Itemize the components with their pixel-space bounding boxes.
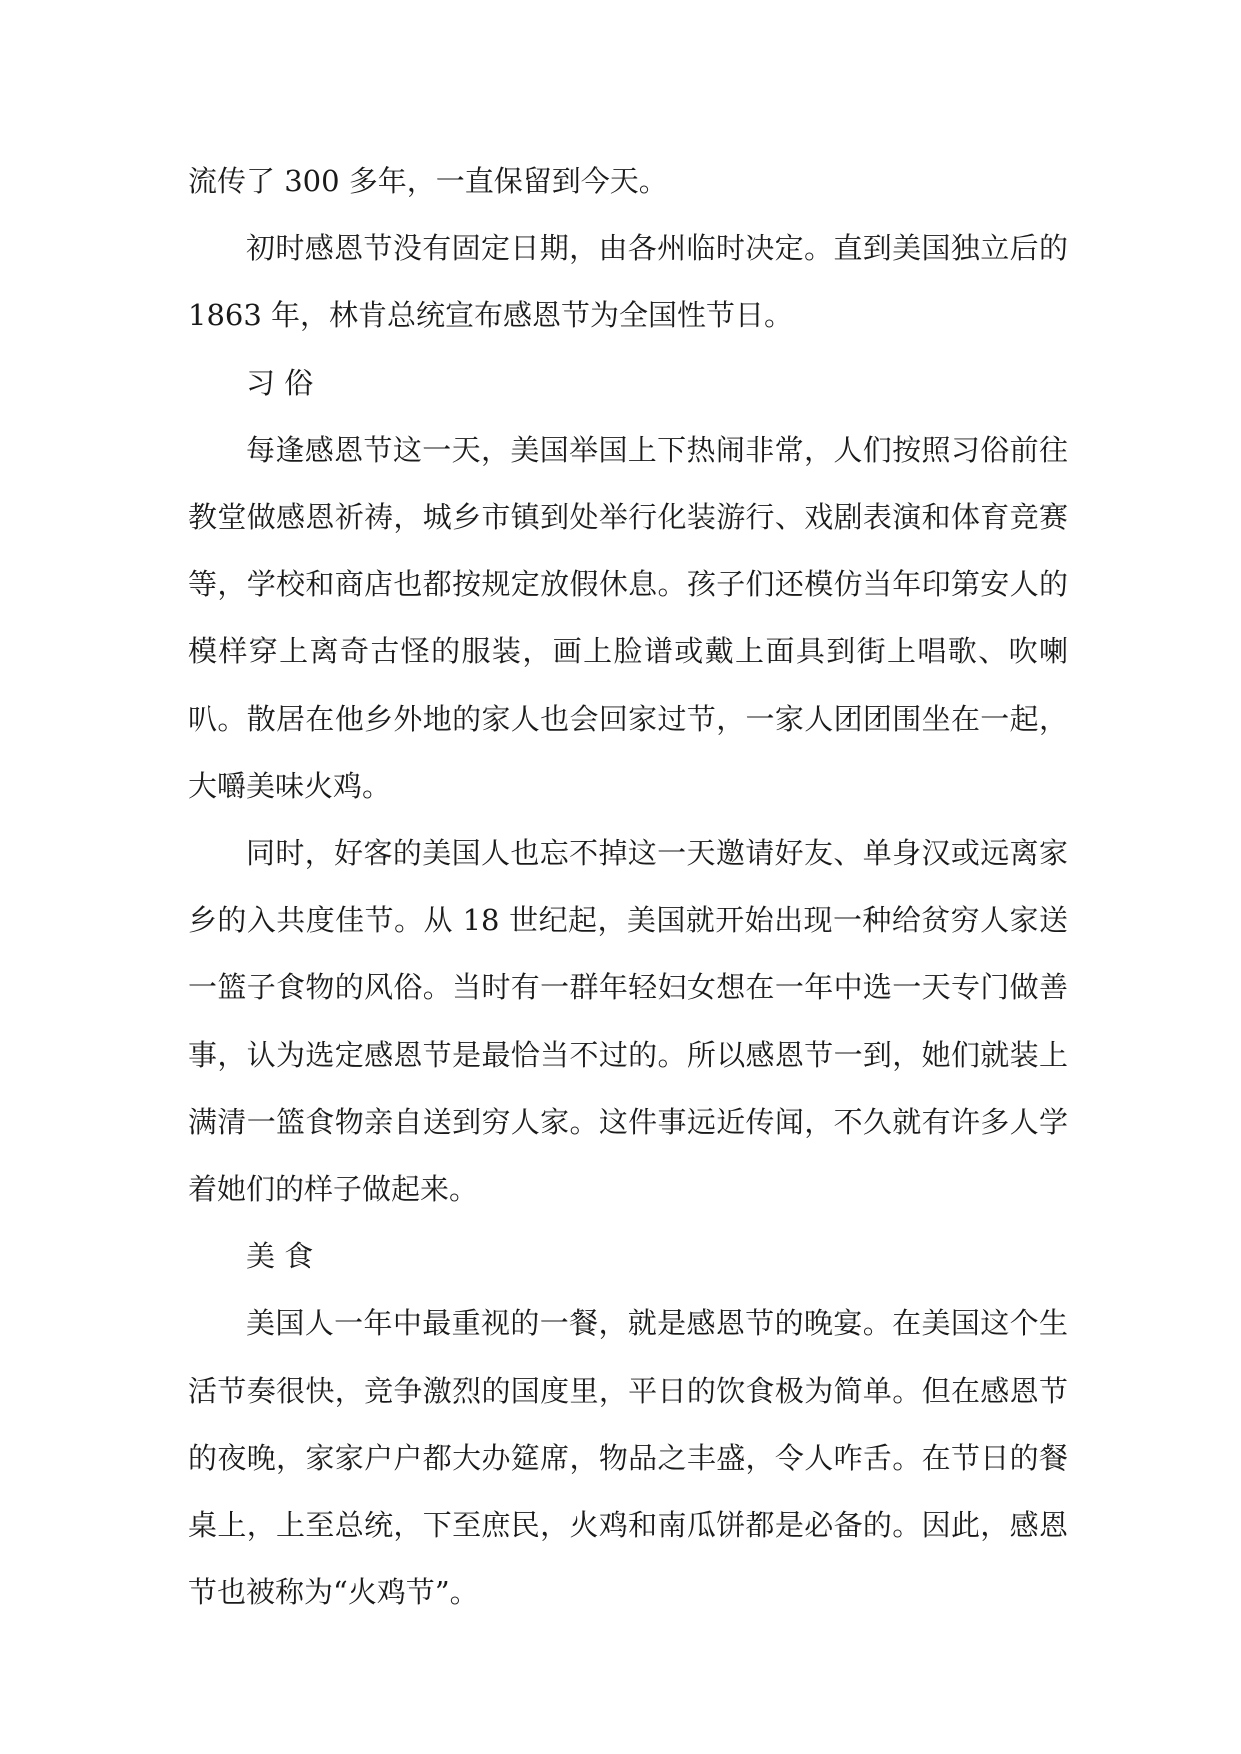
paragraph-food: 美国人一年中最重视的一餐，就是感恩节的晚宴。在美国这个生活节奏很快，竞争激烈的国度里，平日的饮食极为简单。但在感恩节的夜晚，家家户户都大办筵席，物品之丰盛，令人咋舌。在节日的餐桌上，上至总统，下至庶民，火鸡和南瓜饼都是必备的。因此，感恩节也被称为“火鸡节”。 (188, 1306, 1068, 1610)
section-heading-customs: 习 俗 (246, 365, 314, 400)
section-heading-food: 美 食 (246, 1239, 314, 1274)
paragraph-date-history: 初时感恩节没有固定日期，由各州临时决定。直到美国独立后的 1863 年，林肯总统宣布感恩节为全国性节日。 (188, 231, 1068, 333)
document-body (188, 148, 1068, 1626)
paragraph-continued: 流传了 300 多年，一直保留到今天。 (188, 164, 668, 198)
paragraph-customs: 每逢感恩节这一天，美国举国上下热闹非常，人们按照习俗前往教堂做感恩祈祷，城乡市镇到处举行化装游行、戏剧表演和体育竞赛等，学校和商店也都按规定放假休息。孩子们还模仿当年印第安人的模样穿上离奇古怪的服装，画上脸谱或戴上面具到街上唱歌、吹喇叭。散居在他乡外地的家人也会回家过节，一家人团团围坐在一起，大嚼美味火鸡。 (188, 432, 1068, 803)
paragraph-hospitality: 同时，好客的美国人也忘不掉这一天邀请好友、单身汉或远离家乡的入共度佳节。从 18 世纪起，美国就开始出现一种给贫穷人家送一篮子食物的风俗。当时有一群年轻妇女想在一年中选一天专门做善事，认为选定感恩节是最恰当不过的。所以感恩节一到，她们就装上满清一篮食物亲自送到穷人家。这件事远近传闻，不久就有许多人学着她们的样子做起来。 (188, 836, 1068, 1207)
